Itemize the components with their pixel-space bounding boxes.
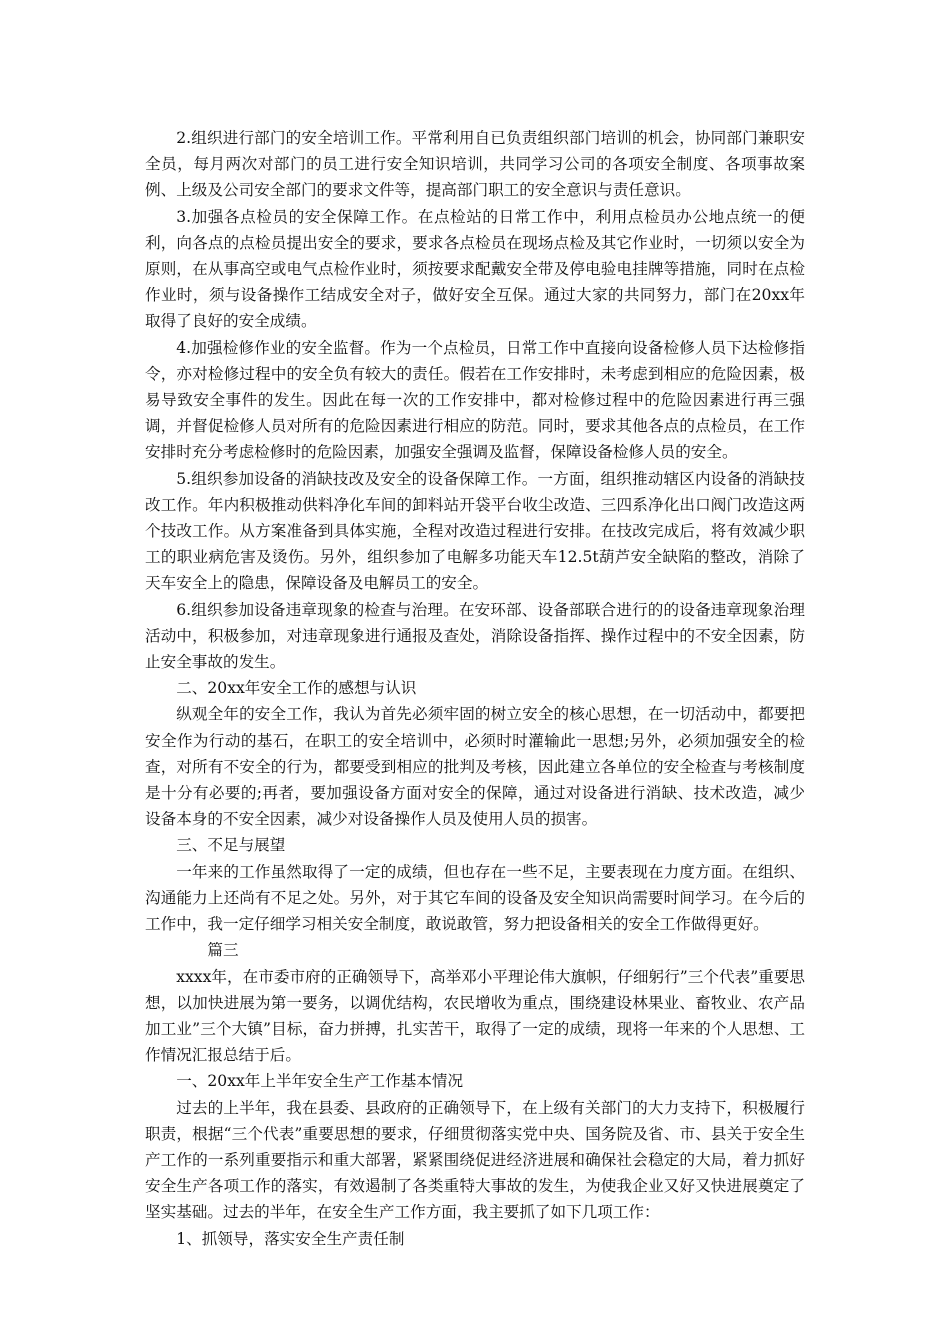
section-title-pian-san: 篇三 xyxy=(207,941,239,960)
para-safety-training: 2.组织进行部门的安全培训工作。平常利用自已负责组织部门培训的机会，协同部门兼职安全员，每月两次对部门的员工进行安全知识培训，共同学习公司的各项安全制度、各项事故案例、上级及公司安全部门的要求文件等，提高部门职工的安全意识与责任意识。 xyxy=(145,129,805,200)
para-pian-san-intro: xxxx年，在市委市府的正确领导下，高举邓小平理论伟大旗帜，仔细躬行”三个代表”重要思想，以加快进展为第一要务，以调优结构，农民增收为重点，围绕建设林果业、畜牧业、农产品加工业”三个大镇”目标，奋力拼搏，扎实苦干，取得了一定的成绩，现将一年来的个人思想、工作情况汇报总结于后。 xyxy=(145,967,805,1065)
para-outlook: 一年来的工作虽然取得了一定的成绩，但也存在一些不足，主要表现在力度方面。在组织、沟通能力上还尚有不足之处。另外，对于其它车间的设备及安全知识尚需要时间学习。在今后的工作中，我一定仔细学习相关安全制度，敢说敢管，努力把设备相关的安全工作做得更好。 xyxy=(145,862,805,934)
para-half-year-basic: 过去的上半年，我在县委、县政府的正确领导下，在上级有关部门的大力支持下，积极履行职责，根据“三个代表”重要思想的要求，仔细贯彻落实党中央、国务院及省、市、县关于安全生产工作的一系列重要指示和重大部署，紧紧围绕促进经济进展和确保社会稳定的大局，着力抓好安全生产各项工作的落实，有效遏制了各类重特大事故的发生，为使我企业又好又快进展奠定了坚实基础。过去的半年，在安全生产工作方面，我主要抓了如下几项工作： xyxy=(145,1098,805,1222)
para-maintenance-supervision: 4.加强检修作业的安全监督。作为一个点检员，日常工作中直接向设备检修人员下达检修指令，亦对检修过程中的安全负有较大的责任。假若在工作安排时，未考虑到相应的危险因素，极易导致安全事件的发生。因此在每一次的工作安排中，都对检修过程中的危险因素进行再三强调，并督促检修人员对所有的危险因素进行相应的防范。同时，要求其他各点的点检员，在工作安排时充分考虑检修时的危险因素，加强安全强调及监督，保障设备检修人员的安全。 xyxy=(145,338,805,462)
heading-leadership: 1、抓领导，落实安全生产责任制 xyxy=(176,1229,405,1248)
para-inspector-safety: 3.加强各点检员的安全保障工作。在点检站的日常工作中，利用点检员办公地点统一的便利，向各点的点检员提出安全的要求，要求各点检员在现场点检及其它作业时，一切须以安全为原则，在从事高空或电气点检作业时，须按要求配戴安全带及停电验电挂牌等措施，同时在点检作业时，须与设备操作工结成安全对子，做好安全互保。通过大家的共同努力，部门在20xx年取得了良好的安全成绩。 xyxy=(145,207,805,331)
document-page xyxy=(145,125,805,1252)
heading-reflections: 二、20xx年安全工作的感想与认识 xyxy=(176,679,417,698)
para-violation-inspection: 6.组织参加设备违章现象的检查与治理。在安环部、设备部联合进行的的设备违章现象治理活动中，积极参加，对违章现象进行通报及查处，消除设备指挥、操作过程中的不安全因素，防止安全事故的发生。 xyxy=(145,600,805,672)
para-reflections: 纵观全年的安全工作，我认为首先必须牢固的树立安全的核心思想，在一切活动中，都要把安全作为行动的基石，在职工的安全培训中，必须时时灌输此一思想;另外，必须加强安全的检查，对所有不安全的行为，都要受到相应的批判及考核，因此建立各单位的安全检查与考核制度是十分有必要的;再者，要加强设备方面对安全的保障，通过对设备进行消缺、技术改造，减少设备本身的不安全因素，减少对设备操作人员及使用人员的损害。 xyxy=(145,705,805,829)
heading-outlook: 三、不足与展望 xyxy=(176,836,286,855)
heading-half-year-basic: 一、20xx年上半年安全生产工作基本情况 xyxy=(176,1072,464,1091)
para-defect-elimination: 5.组织参加设备的消缺技改及安全的设备保障工作。一方面，组织推动辖区内设备的消缺技改工作。年内积极推动供料净化车间的卸料站开袋平台收尘改造、三四系净化出口阀门改造这两个技改工作。从方案准备到具体实施，全程对改造过程进行安排。在技改完成后，将有效减少职工的职业病危害及烫伤。另外，组织参加了电解多功能天车12.5t葫芦安全缺陷的整改，消除了天车安全上的隐患，保障设备及电解员工的安全。 xyxy=(145,469,805,593)
